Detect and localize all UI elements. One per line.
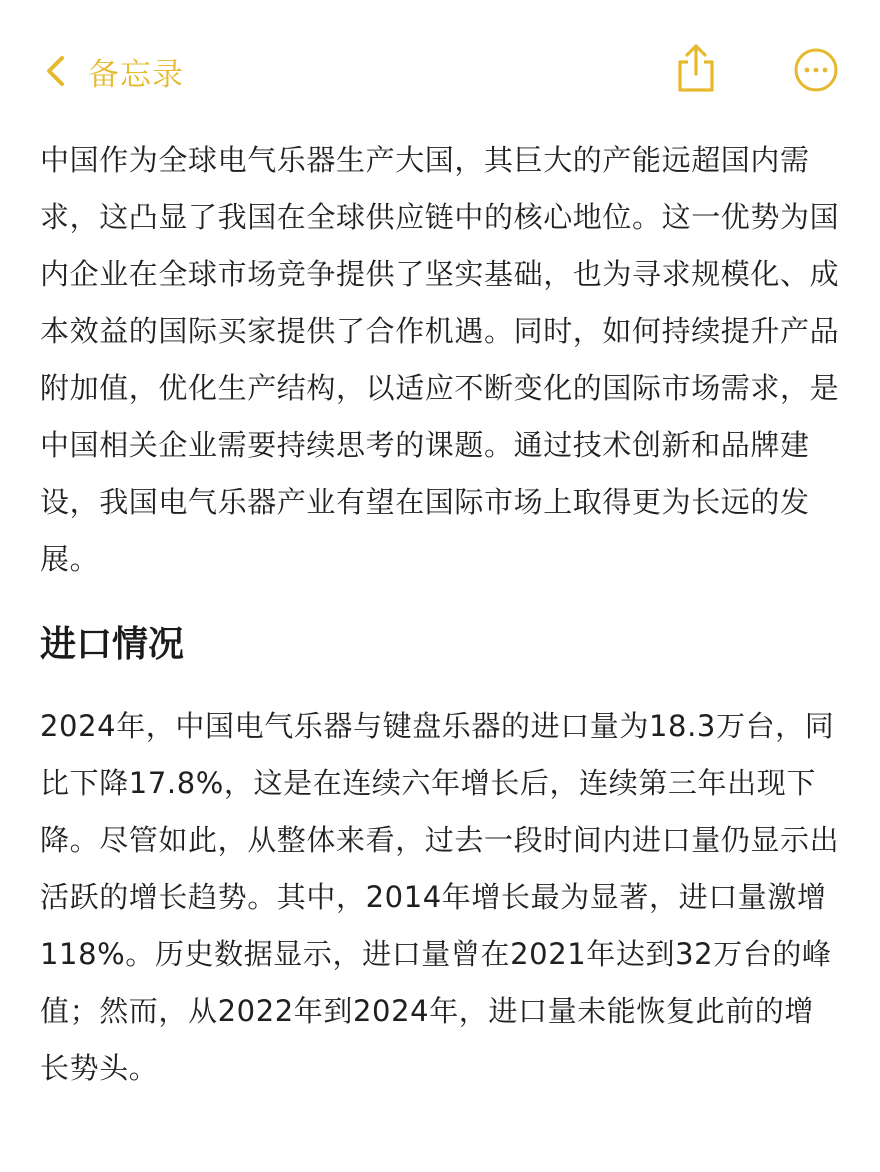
note-paragraph-import: 2024年，中国电气乐器与键盘乐器的进口量为18.3万台，同比下降17.8%，这是在连续六年增长后，连续第三年出现下降。尽管如此，从整体来看，过去一段时间内进口量仍显示出活跃的增长趋势。其中，2014年增长最为显著，进口量激增118%。历史数据显示，进口量曾在2021年达到32万台的峰值；然而，从2022年到2024年，进口量未能恢复此前的增长势头。 (40, 709, 840, 1085)
navigation-bar (0, 0, 880, 140)
share-icon (674, 42, 718, 94)
back-label: 备忘录 (88, 56, 184, 93)
section-heading: 进口情况 (40, 624, 185, 665)
more-button[interactable] (794, 48, 838, 92)
share-button[interactable] (674, 42, 718, 94)
more-icon (794, 48, 838, 92)
note-paragraph-intro: 中国作为全球电气乐器生产大国，其巨大的产能远超国内需求，这凸显了我国在全球供应链中的核心地位。这一优势为国内企业在全球市场竞争提供了坚实基础，也为寻求规模化、成本效益的国际买家提供了合作机遇。同时，如何持续提升产品附加值，优化生产结构，以适应不断变化的国际市场需求，是中国相关企业需要持续思考的课题。通过技术创新和品牌建设，我国电气乐器产业有望在国际市场上取得更为长远的发展。 (40, 143, 840, 576)
chevron-left-icon (44, 54, 66, 88)
back-button[interactable] (44, 46, 184, 96)
note-body[interactable] (40, 132, 840, 1097)
